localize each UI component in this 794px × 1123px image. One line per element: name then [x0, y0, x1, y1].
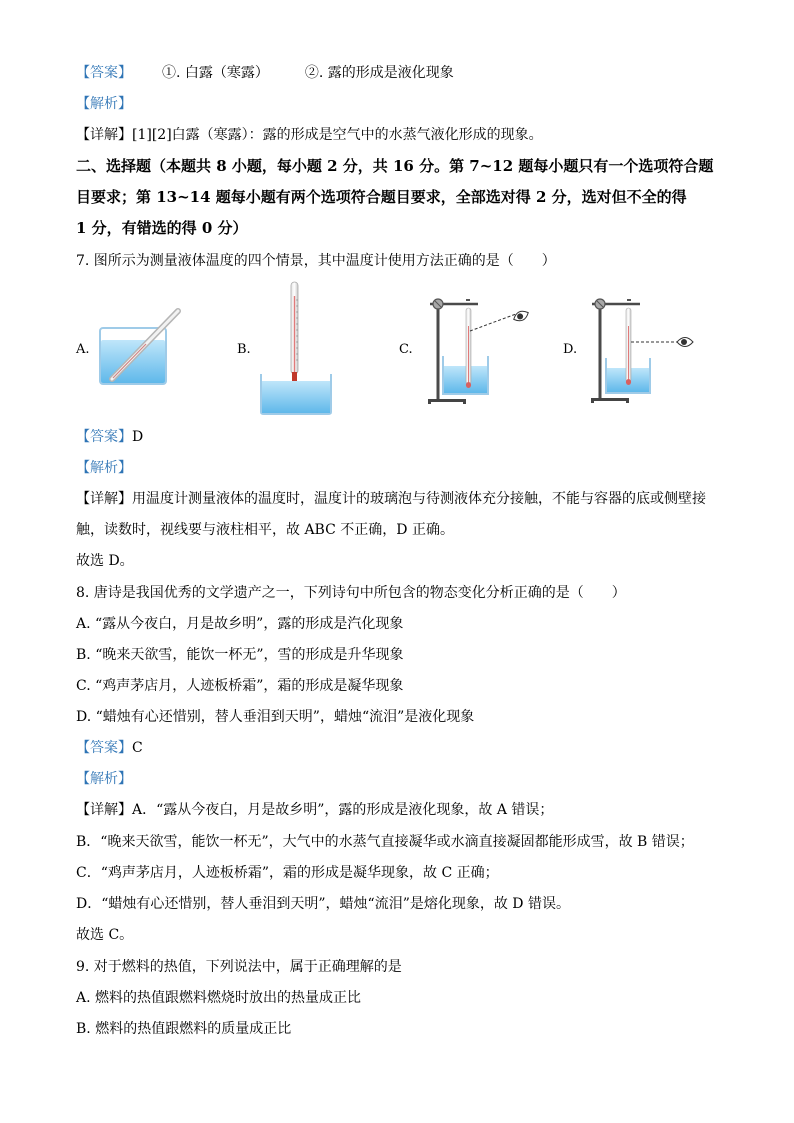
- answer-tag: 【答案】: [76, 740, 132, 756]
- scene-c-setup: [428, 299, 530, 404]
- section2-heading-1: 二、选择题（本题共 8 小题，每小题 2 分，共 16 分。第 7~12 题每小题只有一个选项符合题: [76, 157, 714, 175]
- section2-heading-3: 1 分，有错选的得 0 分）: [76, 219, 248, 237]
- q9-option-a: A. 燃料的热值跟燃料燃烧时放出的热量成正比: [76, 990, 362, 1006]
- q7-answer-value: D: [132, 429, 144, 445]
- q8-option-a: A. “露从今夜白，月是故乡明”，露的形成是汽化现象: [76, 616, 404, 632]
- scene-a-beaker: [100, 311, 178, 384]
- q8-detail-a: [76, 801, 553, 819]
- scene-b-beaker: [261, 282, 331, 414]
- q7-illustrations: [0, 276, 794, 426]
- detail-tag: 【详解】: [76, 491, 132, 507]
- q6-answer-line: [76, 64, 454, 82]
- q6-answer-2: ②. 露的形成是液化现象: [304, 65, 454, 81]
- q8-option-c: C. “鸡声茅店月，人迹板桥霜”，霜的形成是凝华现象: [76, 678, 404, 694]
- answer-tag: 【答案】: [76, 429, 132, 445]
- q8-conclusion: 故选 C。: [76, 927, 134, 943]
- q8-analysis-tag: 【解析】: [76, 771, 132, 787]
- q8-detail-c: C．“鸡声茅店月，人迹板桥霜”，霜的形成是凝华现象，故 C 正确；: [76, 865, 499, 881]
- q8-option-d: D. “蜡烛有心还惜别，替人垂泪到天明”，蜡烛“流泪”是液化现象: [76, 709, 475, 725]
- q8-option-b: B. “晚来天欲雪，能饮一杯无”，雪的形成是升华现象: [76, 647, 404, 663]
- option-label-b: B.: [237, 342, 251, 357]
- q7-detail-1: [76, 490, 706, 508]
- q8-answer-value: C: [132, 740, 143, 756]
- section2-heading-2: 目要求；第 13~14 题每小题有两个选项符合题目要求，全部选对得 2 分，选对但不全的得: [76, 188, 687, 206]
- scene-b-thermometer: [291, 282, 298, 381]
- option-label-c: C.: [399, 342, 413, 357]
- q9-stem: 9. 对于燃料的热值，下列说法中，属于正确理解的是: [76, 959, 402, 975]
- q7-stem: 7. 图所示为测量液体温度的四个情景，其中温度计使用方法正确的是（ ）: [76, 253, 556, 269]
- q7-conclusion: 故选 D。: [76, 553, 134, 569]
- q8-stem: 8. 唐诗是我国优秀的文学遗产之一，下列诗句中所包含的物态变化分析正确的是（ ）: [76, 585, 626, 601]
- q8-detail-a-text: A．“露从今夜白，月是故乡明”，露的形成是液化现象，故 A 错误；: [132, 802, 554, 818]
- q7-detail-2: 触，读数时，视线要与液柱相平，故 ABC 不正确，D 正确。: [76, 522, 454, 538]
- detail-tag: 【详解】: [76, 802, 132, 818]
- eye-icon: [677, 338, 693, 347]
- q6-detail: [76, 126, 543, 144]
- q7-answer: [76, 428, 143, 446]
- q6-detail-text: [1][2]白露（寒露）：露的形成是空气中的水蒸气液化形成的现象。: [132, 127, 543, 143]
- q7-figure: [0, 276, 794, 426]
- q7-analysis-tag: 【解析】: [76, 460, 132, 476]
- q8-answer: [76, 739, 143, 757]
- q7-detail-text-1: 用温度计测量液体的温度时，温度计的玻璃泡与待测液体充分接触，不能与容器的底或侧壁接: [132, 491, 706, 507]
- q6-answer-1: ①. 白露（寒露）: [162, 65, 269, 81]
- answer-tag: 【答案】: [76, 65, 132, 81]
- eye-icon: [512, 309, 530, 324]
- scene-d-setup: [591, 299, 693, 403]
- q6-analysis-tag: 【解析】: [76, 96, 132, 112]
- q8-detail-d: D．“蜡烛有心还惜别，替人垂泪到天明”，蜡烛“流泪”是熔化现象，故 D 错误。: [76, 896, 570, 912]
- option-label-d: D.: [563, 342, 578, 357]
- option-label-a: A.: [76, 342, 90, 357]
- q8-detail-b: B．“晚来天欲雪，能饮一杯无”，大气中的水蒸气直接凝华或水滴直接凝固都能形成雪，故 B 错误；: [76, 834, 694, 850]
- q9-option-b: B. 燃料的热值跟燃料的质量成正比: [76, 1021, 292, 1037]
- detail-tag: 【详解】: [76, 127, 132, 143]
